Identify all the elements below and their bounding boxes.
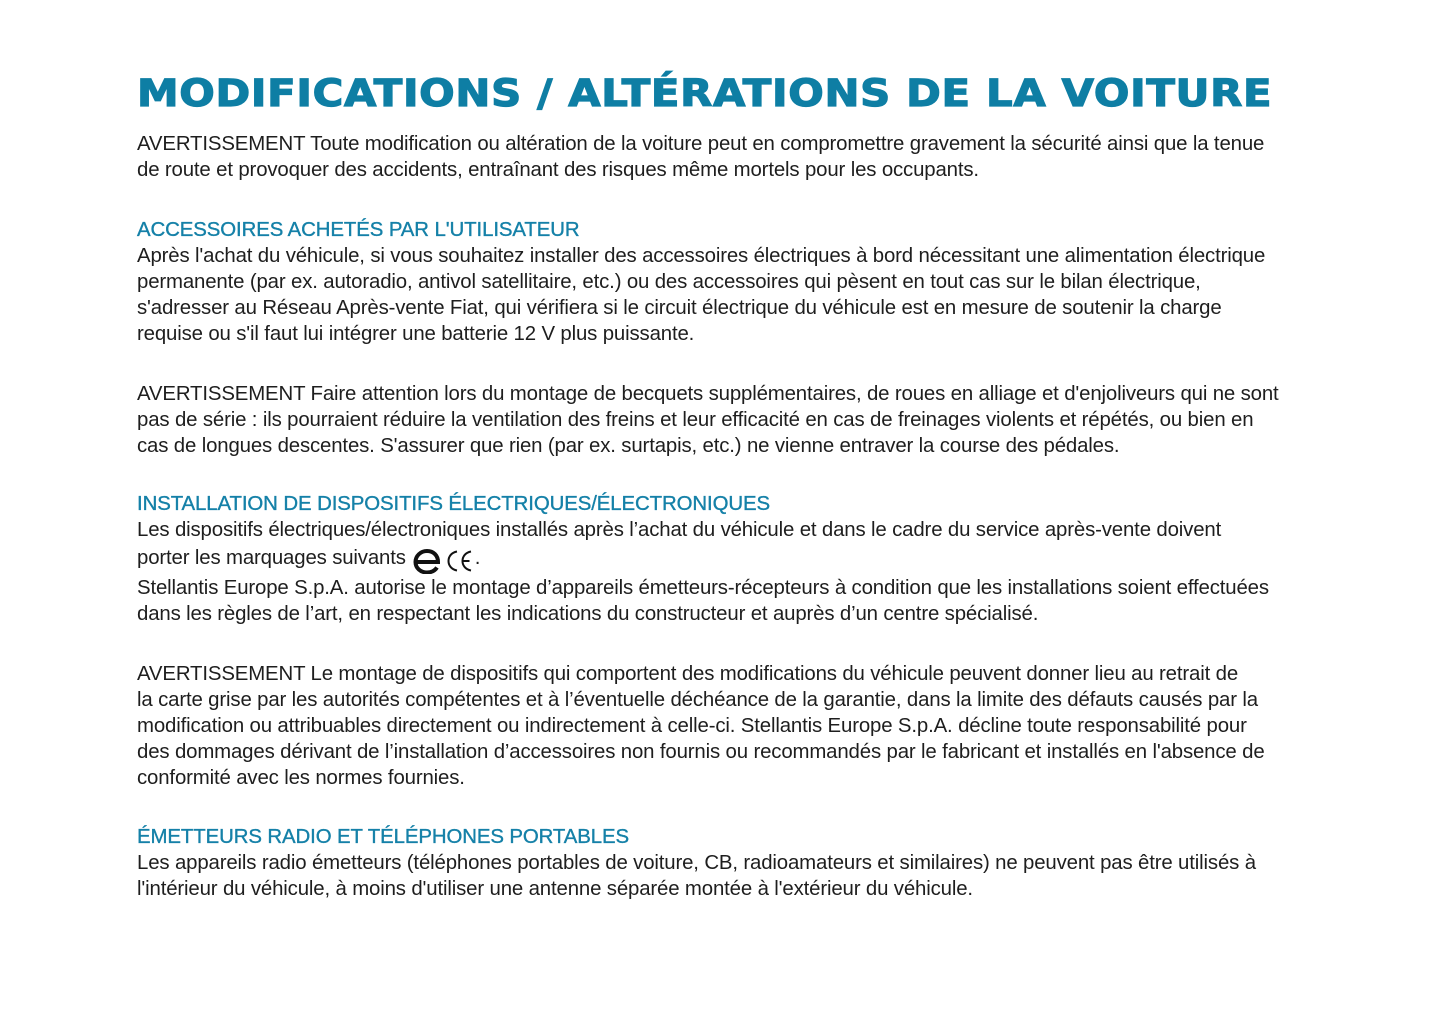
text-line: AVERTISSEMENT Faire attention lors du montage de becquets supplémentaires, de roues en alliage et d'enjoliveurs qui ne sont: [137, 383, 1279, 405]
page-title: MODIFICATIONS / ALTÉRATIONS DE LA VOITURE: [137, 72, 1273, 115]
section-heading: ÉMETTEURS RADIO ET TÉLÉPHONES PORTABLES: [137, 826, 630, 848]
text-line: pas de série : ils pourraient réduire la ventilation des freins et leur efficacité en cas de freinages violents et répétés, ou bien en: [137, 409, 1254, 431]
text-line: dans les règles de l’art, en respectant les indications du constructeur et auprès d’un centre spécialisé.: [137, 603, 1039, 625]
section-radio-transmitters: [137, 824, 1357, 902]
certification-marks: [412, 545, 475, 575]
warning-vehicle-modifications: [137, 661, 1357, 791]
text-line: permanente (par ex. autoradio, antivol satellitaire, etc.) ou des accessoires qui pèsent en tout cas sur le bilan électrique,: [137, 271, 1201, 293]
text-line: l'intérieur du véhicule, à moins d'utiliser une antenne séparée montée à l'extérieur du véhicule.: [137, 878, 973, 900]
text-line: Stellantis Europe S.p.A. autorise le montage d’appareils émetteurs-récepteurs à condition que les installations soient effectuées: [137, 577, 1269, 599]
intro-warning: [137, 131, 1357, 183]
section-accessories: [137, 217, 1357, 347]
text-line: cas de longues descentes. S'assurer que rien (par ex. surtapis, etc.) ne vienne entraver la course des pédales.: [137, 435, 1120, 457]
paragraph-accessories: [137, 243, 1357, 347]
paragraph-radio-transmitters: [137, 850, 1357, 902]
markings-suffix: .: [474, 547, 481, 569]
section-heading: ACCESSOIRES ACHETÉS PAR L'UTILISATEUR: [137, 219, 580, 241]
text-line: de route et provoquer des accidents, entraînant des risques même mortels pour les occupants.: [137, 159, 979, 181]
text-line: AVERTISSEMENT Toute modification ou altération de la voiture peut en compromettre gravement la sécurité ainsi que la tenue: [137, 133, 1265, 155]
text-line-markings: [137, 543, 1357, 575]
section-heading: INSTALLATION DE DISPOSITIFS ÉLECTRIQUES/ÉLECTRONIQUES: [137, 493, 770, 515]
markings-text: porter les marquages suivants: [137, 547, 406, 569]
text-line: Après l'achat du véhicule, si vous souhaitez installer des accessoires électriques à bord nécessitant une alimentation électrique: [137, 245, 1266, 267]
section-electrical-devices: [137, 491, 1357, 627]
paragraph-electrical-devices: [137, 517, 1357, 627]
ce-mark-icon: [445, 548, 475, 574]
text-line: des dommages dérivant de l’installation d’accessoires non fournis ou recommandés par le fabricant et installés en l'absence de: [137, 741, 1265, 763]
text-line: AVERTISSEMENT Le montage de dispositifs qui comportent des modifications du véhicule peuvent donner lieu au retrait de: [137, 663, 1239, 685]
warning-spoilers-wheels: [137, 381, 1357, 459]
text-line: requise ou s'il faut lui intégrer une batterie 12 V plus puissante.: [137, 323, 695, 345]
text-line: conformité avec les normes fournies.: [137, 767, 465, 789]
text-line: modification ou attribuables directement ou indirectement à celle-ci. Stellantis Europe S.p.A. décline toute responsabilité pour: [137, 715, 1247, 737]
text-line: s'adresser au Réseau Après-vente Fiat, qui vérifiera si le circuit électrique du véhicule est en mesure de soutenir la charge: [137, 297, 1222, 319]
text-line: la carte grise par les autorités compétentes et à l’éventuelle déchéance de la garantie, dans la limite des défauts causés par la: [137, 689, 1258, 711]
e-mark-icon: [412, 548, 442, 574]
text-line: Les dispositifs électriques/électroniques installés après l’achat du véhicule et dans le cadre du service après-vente doivent: [137, 519, 1222, 541]
text-line: Les appareils radio émetteurs (téléphones portables de voiture, CB, radioamateurs et similaires) ne peuvent pas être utilisés à: [137, 852, 1256, 874]
